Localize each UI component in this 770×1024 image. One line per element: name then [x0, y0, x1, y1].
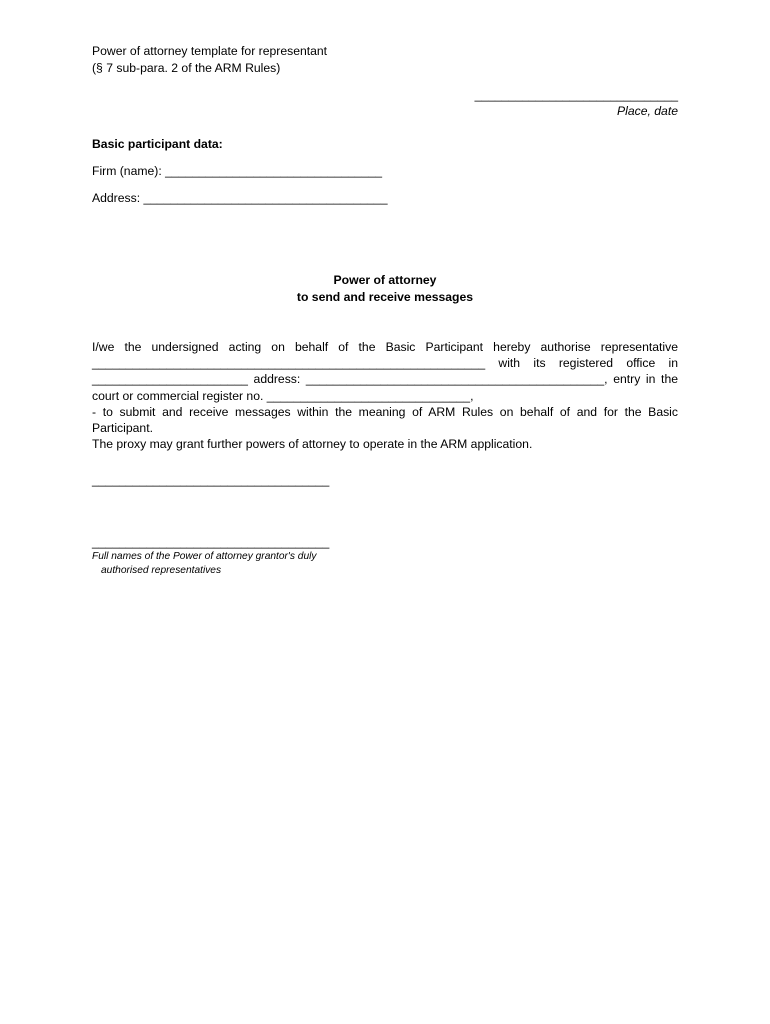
document-subtitle: to send and receive messages	[296, 290, 474, 304]
body-line: Participant.	[92, 421, 153, 436]
address-field: Address: ____________________________________	[92, 191, 388, 205]
signature-caption: authorised representatives	[101, 565, 222, 576]
body-line: - to submit and receive messages within the meaning of ARM Rules on behalf of and for the Basic	[92, 404, 678, 419]
document-title: Power of attorney	[333, 273, 437, 287]
body-line: _______________________ address: ____________________________________________, entry in the	[92, 372, 678, 387]
signature-line: ___________________________________	[92, 473, 330, 487]
participant-heading: Basic participant data:	[92, 137, 223, 151]
template-reference: (§ 7 sub-para. 2 of the ARM Rules)	[92, 61, 281, 75]
firm-field: Firm (name): ________________________________	[92, 164, 383, 178]
signature-line: ___________________________________	[92, 535, 330, 549]
template-title: Power of attorney template for representant	[92, 44, 328, 58]
place-date-label: Place, date	[617, 104, 678, 118]
signature-caption: Full names of the Power of attorney grantor's duly	[92, 551, 317, 562]
body-line: The proxy may grant further powers of attorney to operate in the ARM application.	[92, 437, 533, 452]
body-line: __________________________________________________________ with its registered office in	[92, 356, 678, 371]
body-line: I/we the undersigned acting on behalf of the Basic Participant hereby authorise representative	[92, 340, 678, 354]
place-date-line: ______________________________	[474, 88, 678, 102]
authorisation-paragraph	[92, 339, 678, 452]
body-line: court or commercial register no. ______________________________,	[92, 388, 474, 403]
